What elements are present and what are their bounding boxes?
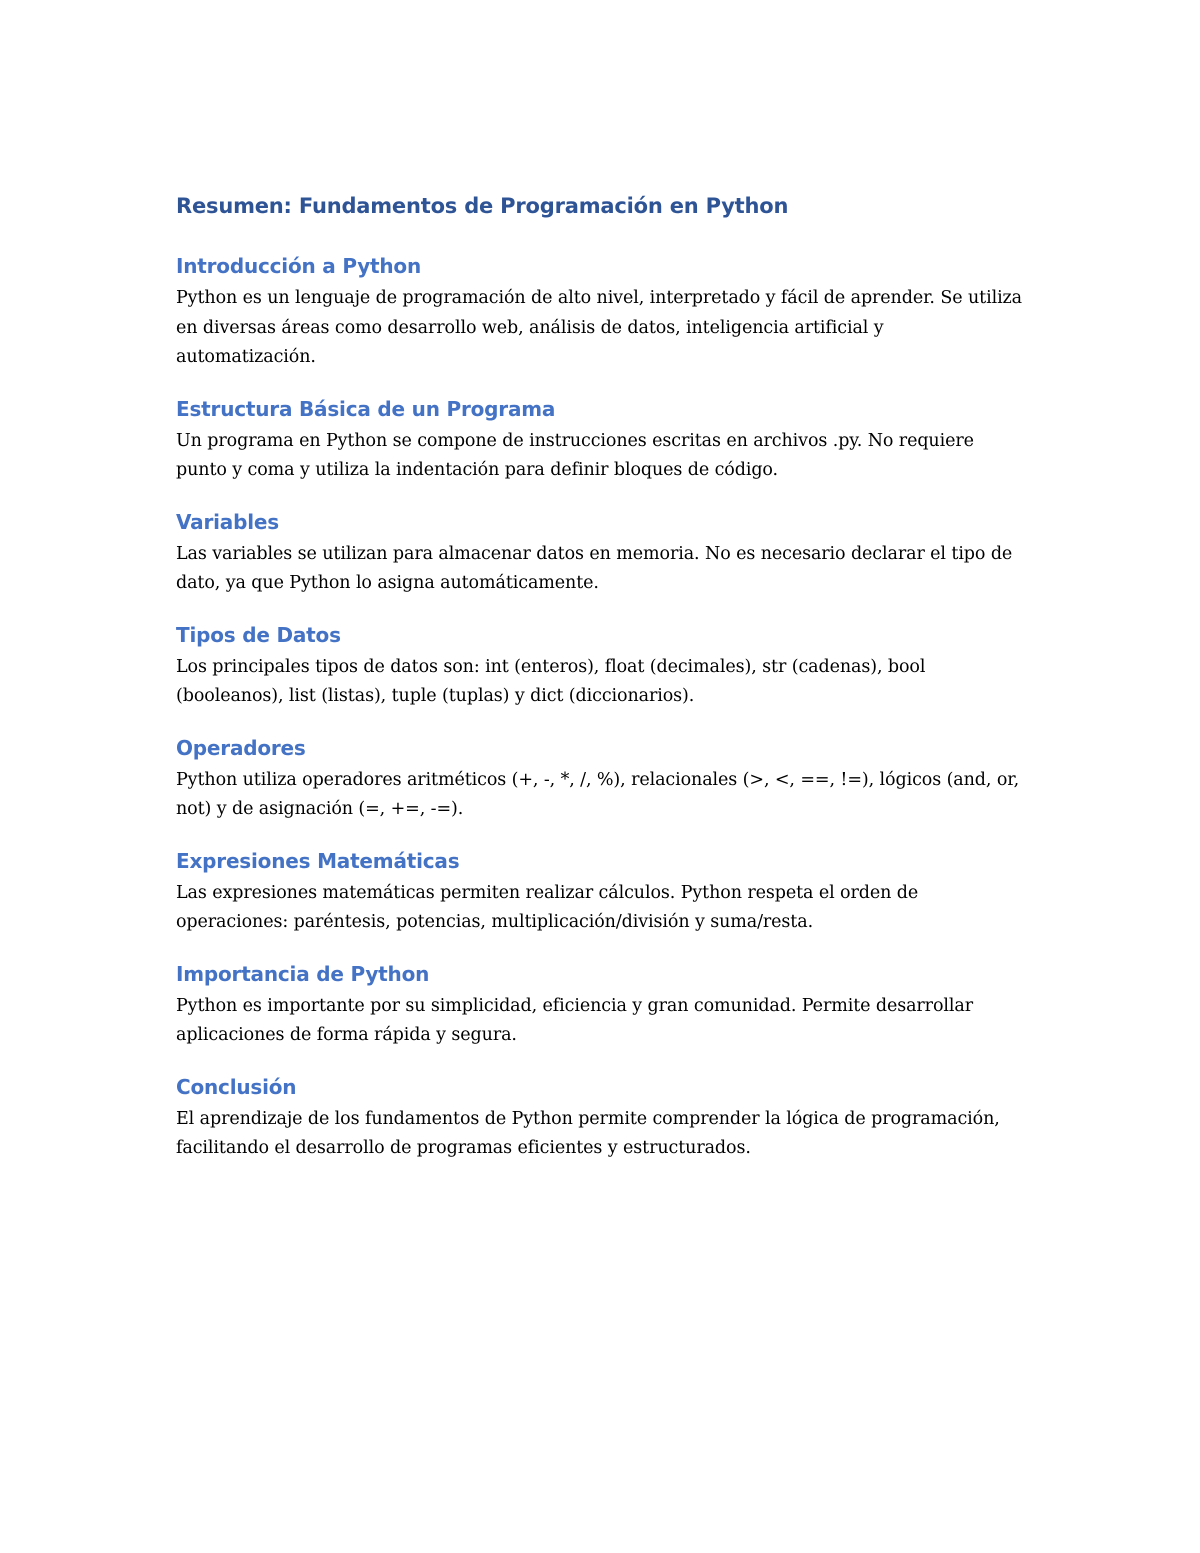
section-heading: Importancia de Python <box>176 961 430 986</box>
section-paragraph: Python es un lenguaje de programación de alto nivel, interpretado y fácil de aprender. Se utiliza en diversas áreas como desarrollo web, análisis de datos, inteligencia artificial y automatización. <box>176 288 1023 367</box>
section-heading: Tipos de Datos <box>176 622 341 647</box>
section-conclusion <box>176 1073 1026 1164</box>
document-content <box>176 190 1026 1186</box>
section-tipos-de-datos <box>176 621 1026 712</box>
section-heading: Conclusión <box>176 1074 297 1099</box>
section-operadores <box>176 734 1026 825</box>
section-heading: Variables <box>176 509 279 534</box>
section-heading: Operadores <box>176 735 306 760</box>
document-title: Resumen: Fundamentos de Programación en Python <box>176 194 789 218</box>
section-paragraph: El aprendizaje de los fundamentos de Python permite comprender la lógica de programación, facilitando el desarrollo de programas eficientes y estructurados. <box>176 1108 1000 1158</box>
section-heading: Expresiones Matemáticas <box>176 848 460 873</box>
section-paragraph: Los principales tipos de datos son: int (enteros), float (decimales), str (cadenas), bool (booleanos), list (listas), tuple (tuplas) y dict (diccionarios). <box>176 656 926 706</box>
section-paragraph: Python es importante por su simplicidad, eficiencia y gran comunidad. Permite desarrollar aplicaciones de forma rápida y segura. <box>176 995 973 1045</box>
section-paragraph: Las expresiones matemáticas permiten realizar cálculos. Python respeta el orden de operaciones: paréntesis, potencias, multiplicación/división y suma/resta. <box>176 882 919 932</box>
section-paragraph: Un programa en Python se compone de instrucciones escritas en archivos .py. No requiere punto y coma y utiliza la indentación para definir bloques de código. <box>176 430 974 480</box>
section-heading: Estructura Básica de un Programa <box>176 396 556 421</box>
section-variables <box>176 508 1026 599</box>
section-estructura <box>176 395 1026 486</box>
section-importancia <box>176 960 1026 1051</box>
section-expresiones <box>176 847 1026 938</box>
section-heading: Introducción a Python <box>176 254 422 278</box>
section-introduccion <box>176 252 1026 373</box>
section-paragraph: Python utiliza operadores aritméticos (+, -, *, /, %), relacionales (>, <, ==, !=), lógicos (and, or, not) y de asignación (=, +=, -=). <box>176 769 1020 819</box>
section-paragraph: Las variables se utilizan para almacenar datos en memoria. No es necesario declarar el tipo de dato, ya que Python lo asigna automáticamente. <box>176 543 1013 593</box>
